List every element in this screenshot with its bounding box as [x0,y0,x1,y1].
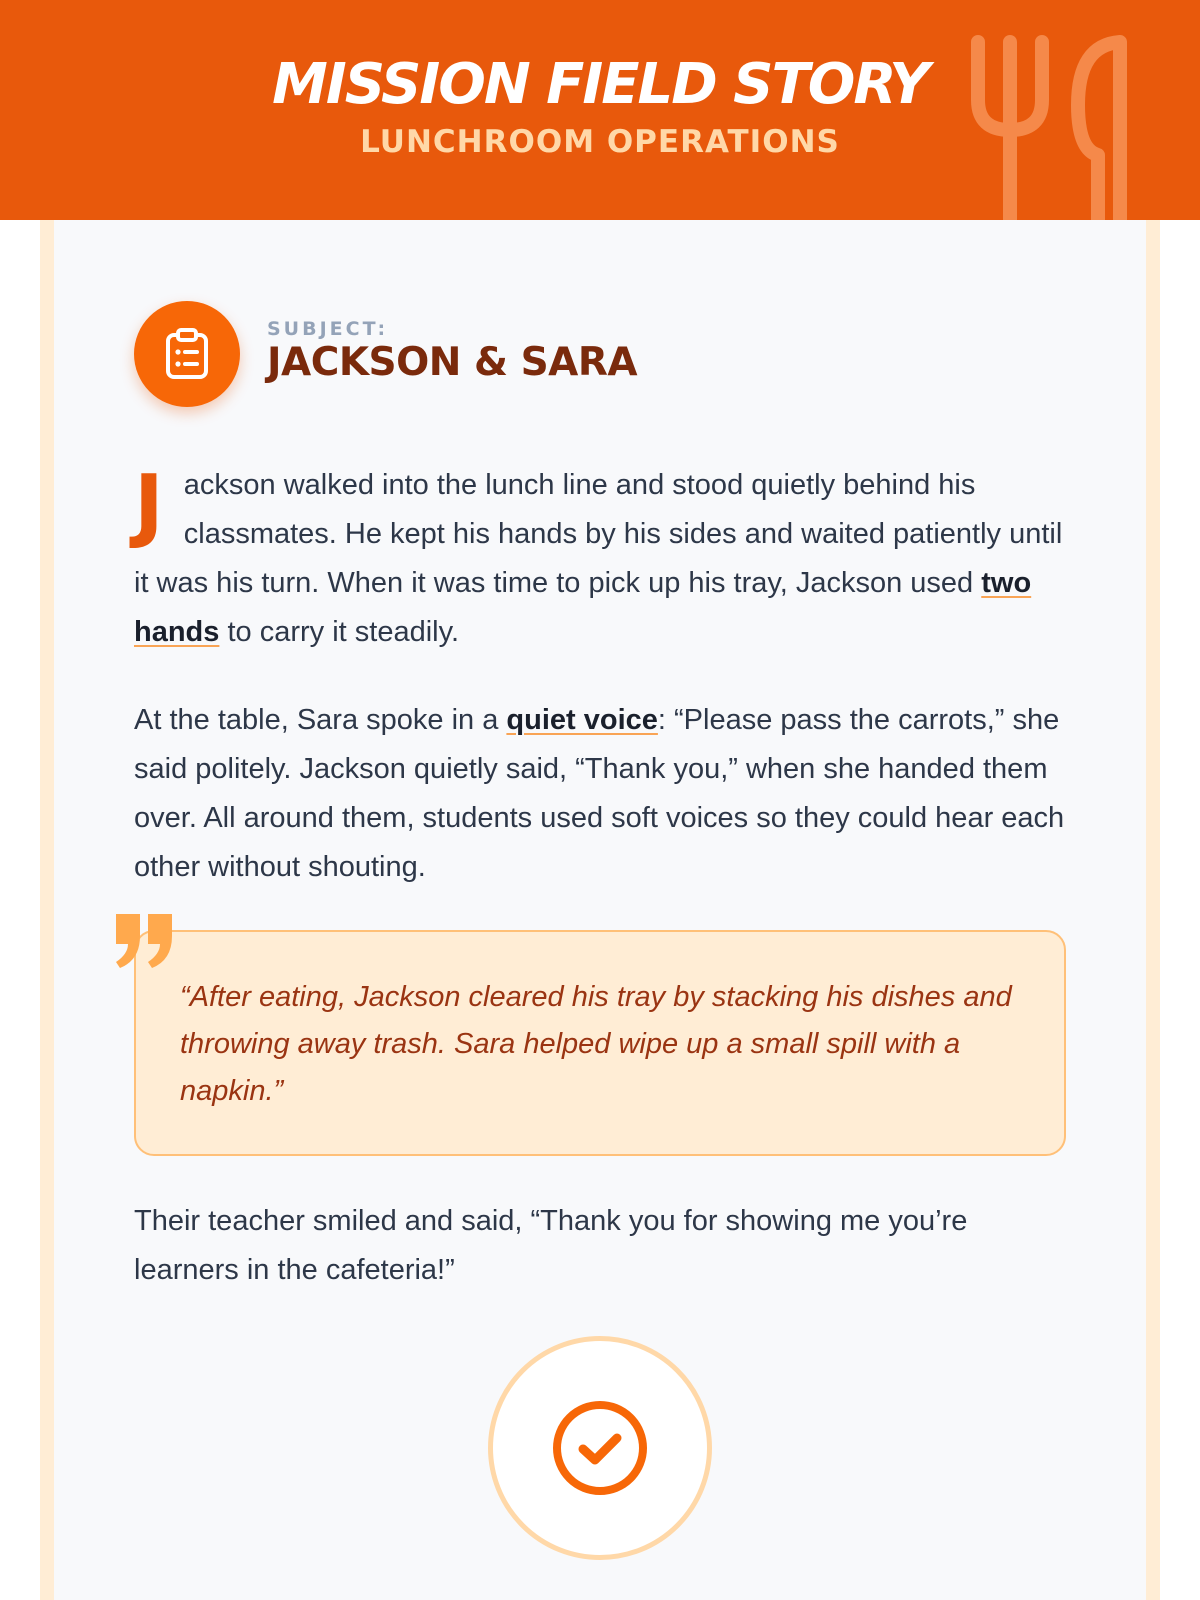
subject-badge [134,301,240,407]
page-header [0,0,1200,220]
fork-and-spoon-icon [970,30,1170,220]
emphasis-two-hands: two hands [134,567,1032,648]
story-text: to carry it steadily. [219,616,459,648]
clipboard-icon [165,328,209,380]
story-paragraph-3: Their teacher smiled and said, “Thank you for showing me you’re learners in the cafeteria!” [134,1205,968,1286]
story-text: : “Please pass the carrots,” she said politely. Jackson quietly said, “Thank you,” when she handed them over. All around them, students used soft voices so they could hear each other without shouting. [134,704,1065,883]
story-paragraph-2 [134,696,1070,892]
page-subtitle: LUNCHROOM OPERATIONS [360,124,840,160]
story-paragraph-1 [134,458,1070,657]
quote-text: “After eating, Jackson cleared his tray by stacking his dishes and throwing away trash. Sara helped wipe up a small spill with a napkin.” [180,981,1012,1107]
story-text: At the table, Sara spoke in a [134,704,507,736]
quote-mark-icon [114,910,176,972]
check-circle-icon [550,1398,650,1498]
emphasis-quiet-voice: quiet voice [506,704,658,736]
drop-cap: J [134,458,164,551]
story-text: ackson walked into the lunch line and stood quietly behind his classmates. He kept his hands by his sides and waited patiently until it was his turn. When it was time to pick up his tray, Jackson used [134,469,1063,599]
subject-label: SUBJECT: [267,318,389,340]
story-quote [134,930,1066,1156]
subject-name: JACKSON & SARA [267,340,638,385]
completion-badge [488,1336,712,1560]
page-title: MISSION FIELD STORY [272,52,928,117]
